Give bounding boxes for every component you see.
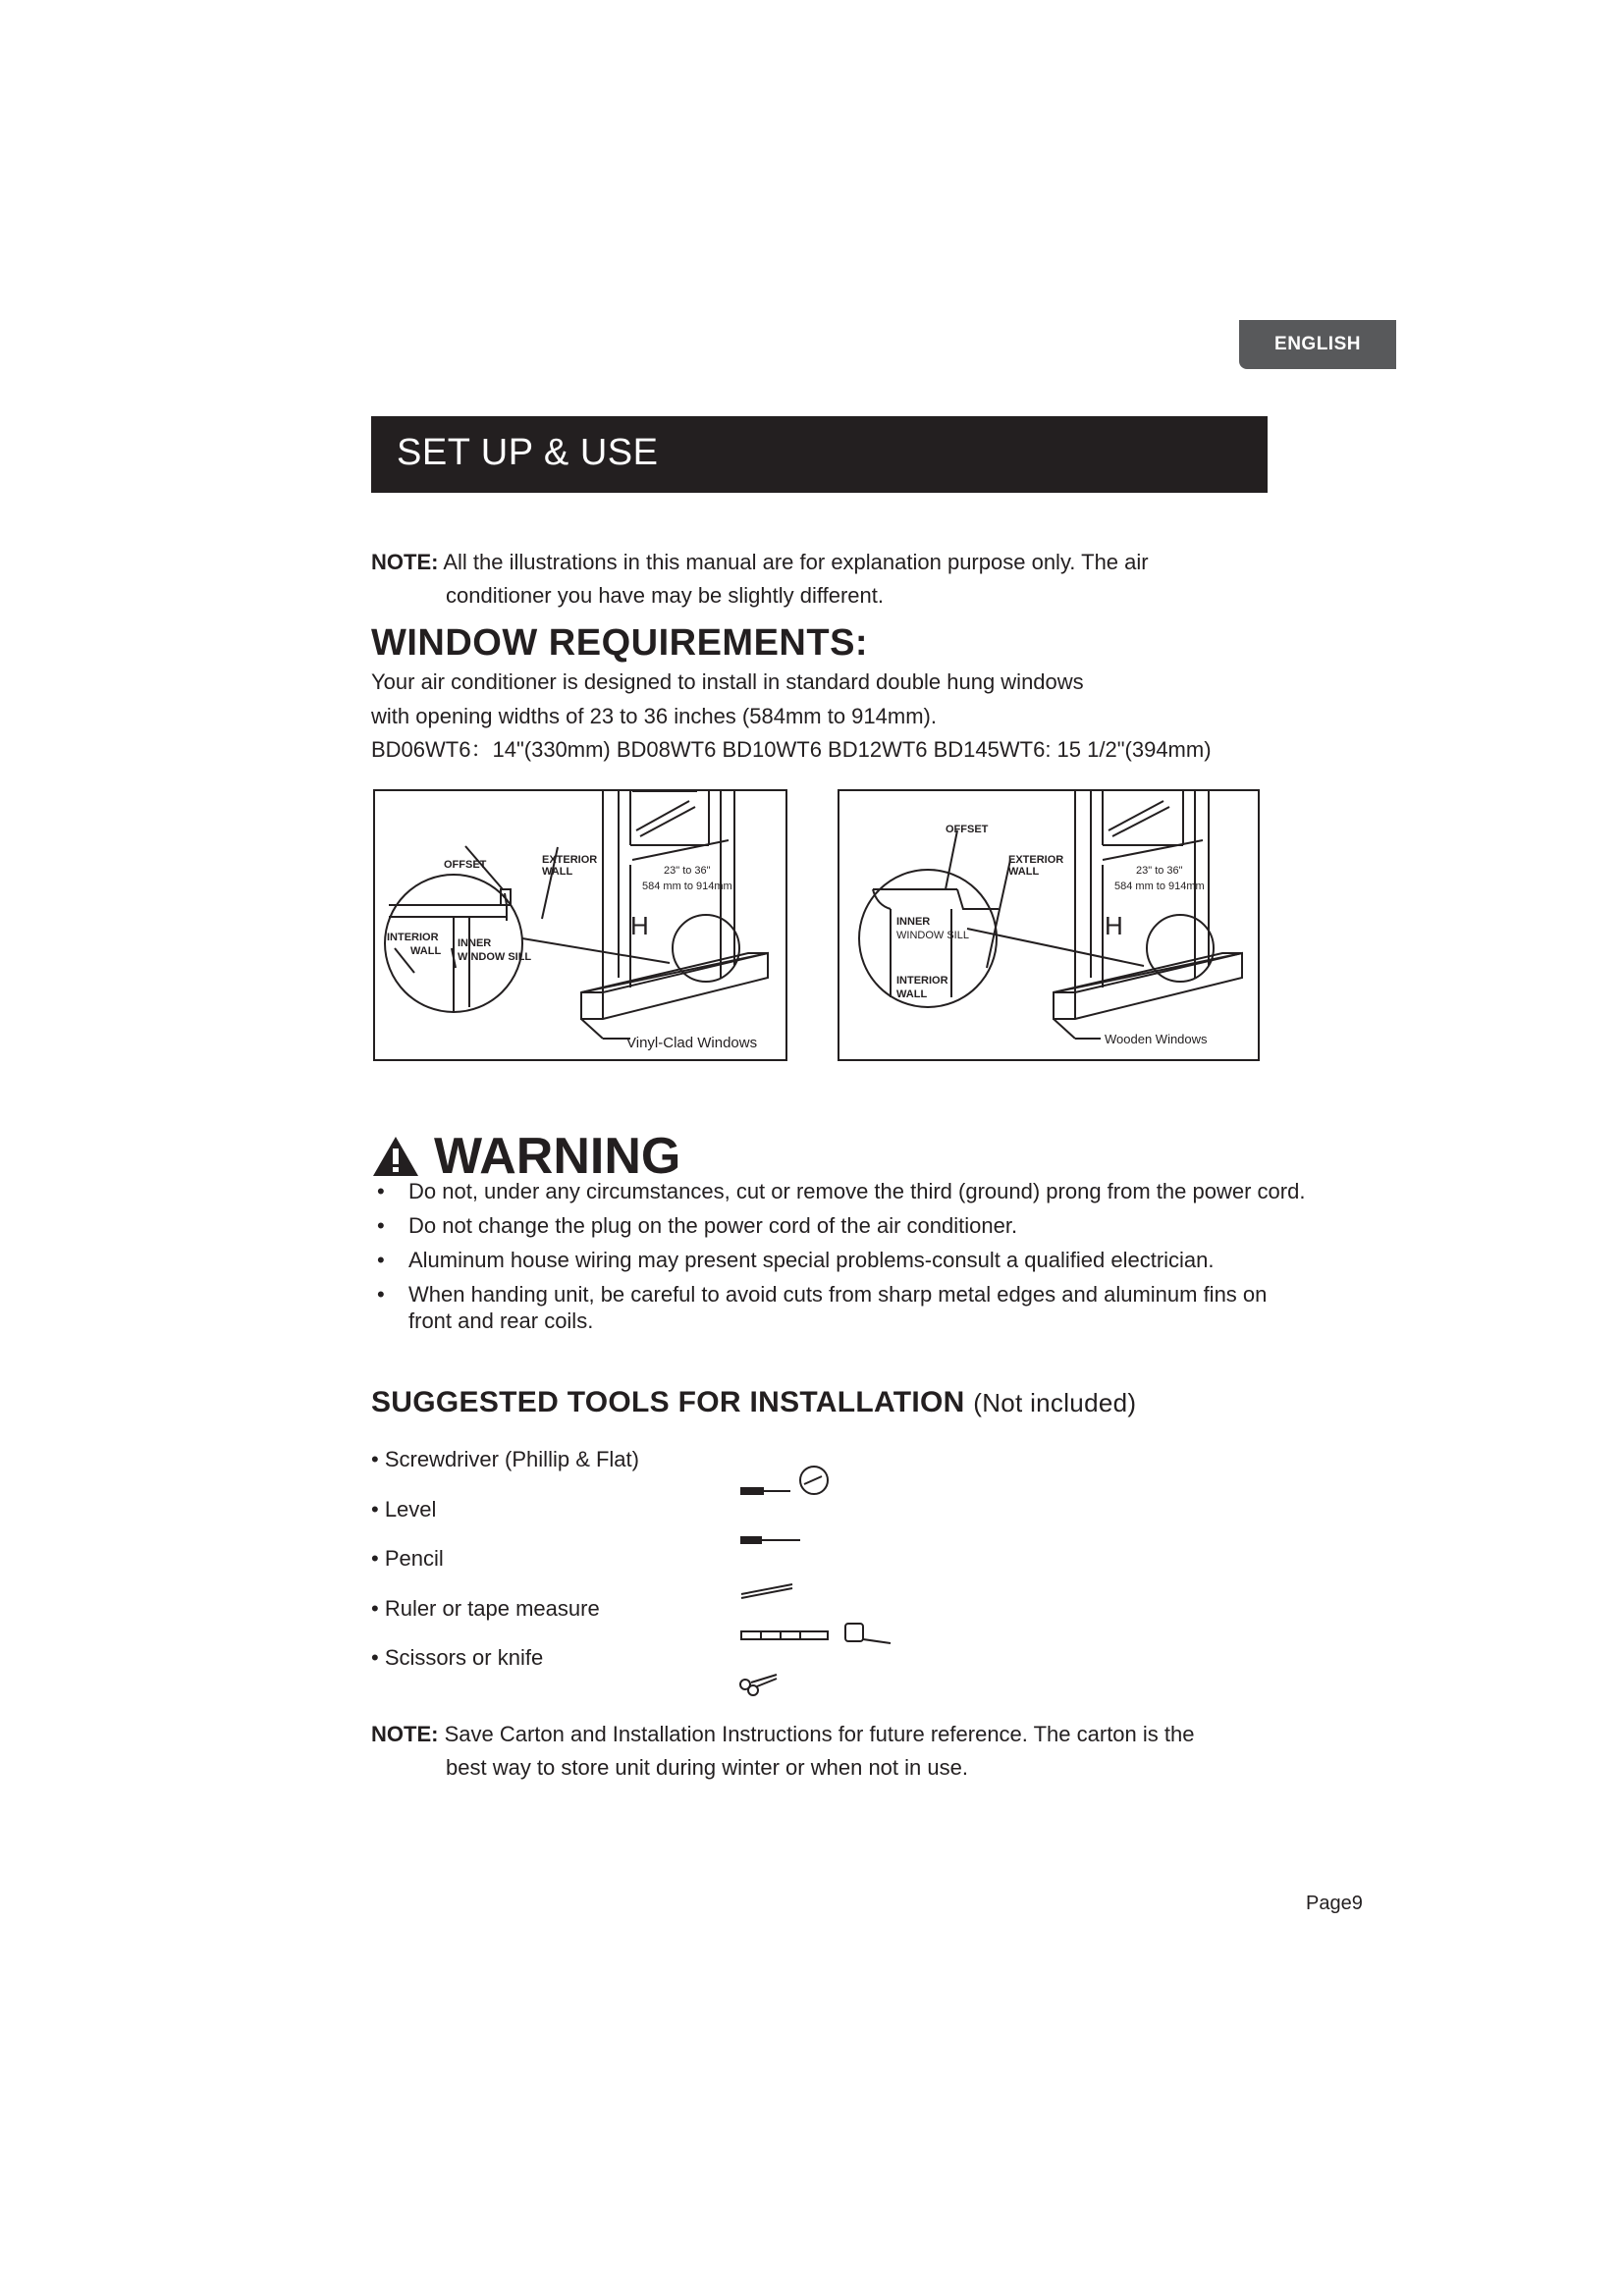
tools-heading-paren: (Not included) bbox=[973, 1388, 1137, 1417]
tool-item-screwdriver: • Screwdriver (Phillip & Flat) bbox=[371, 1447, 639, 1471]
note-text-line2: conditioner you have may be slightly different. bbox=[446, 583, 884, 608]
tools-heading bbox=[371, 1386, 1136, 1419]
label-exterior-1: EXTERIOR bbox=[542, 854, 598, 866]
wooden-window-illustration bbox=[839, 791, 1258, 1059]
label-width-2: 584 mm to 914mm bbox=[1114, 881, 1205, 892]
window-req-line3: BD06WT6：14"(330mm) BD08WT6 BD10WT6 BD12WT6 BD145WT6: 15 1/2"(394mm) bbox=[371, 737, 1212, 762]
warning-item: • When handing unit, be careful to avoid cuts from sharp metal edges and aluminum fins on front and rear coils. bbox=[371, 1281, 1314, 1334]
section-title: SET UP & USE bbox=[397, 432, 659, 473]
warning-title: WARNING bbox=[434, 1128, 681, 1185]
label-exterior-2: WALL bbox=[1008, 866, 1040, 878]
figure-caption: Vinyl-Clad Windows bbox=[626, 1035, 758, 1051]
label-offset: OFFSET bbox=[444, 859, 487, 871]
label-inner-1: INNER bbox=[458, 937, 492, 949]
label-interior-2: WALL bbox=[410, 945, 442, 957]
label-offset: OFFSET bbox=[946, 824, 989, 835]
label-interior-1: INTERIOR bbox=[896, 975, 948, 987]
label-height: H bbox=[1105, 911, 1123, 940]
vinyl-clad-window-illustration bbox=[375, 791, 785, 1059]
note-bottom bbox=[371, 1718, 1314, 1785]
label-width-1: 23" to 36" bbox=[664, 865, 711, 877]
label-inner-2: WINDOW SILL bbox=[458, 951, 532, 963]
section-header-bar bbox=[371, 416, 1268, 493]
label-exterior-1: EXTERIOR bbox=[1008, 854, 1064, 866]
language-tab: ENGLISH bbox=[1239, 320, 1396, 369]
warning-item: • Do not change the plug on the power cord of the air conditioner. bbox=[371, 1212, 1314, 1239]
screwdriver-icon bbox=[741, 1467, 828, 1494]
level-icon bbox=[741, 1537, 800, 1543]
tool-item-pencil: • Pencil bbox=[371, 1546, 444, 1571]
tool-item-ruler: • Ruler or tape measure bbox=[371, 1595, 600, 1621]
label-width-2: 584 mm to 914mm bbox=[642, 881, 732, 892]
note-label: NOTE: bbox=[371, 550, 439, 574]
note-text-line1: All the illustrations in this manual are for explanation purpose only. The air bbox=[443, 550, 1149, 574]
window-req-line1: Your air conditioner is designed to install in standard double hung windows bbox=[371, 669, 1084, 694]
scissors-icon bbox=[740, 1675, 777, 1695]
figure-wooden-windows bbox=[838, 789, 1260, 1061]
note-text-line1: Save Carton and Installation Instructions for future reference. The carton is the bbox=[444, 1722, 1195, 1746]
label-inner-1: INNER bbox=[896, 916, 931, 928]
pencil-icon bbox=[741, 1584, 792, 1598]
tools-heading-text: SUGGESTED TOOLS FOR INSTALLATION bbox=[371, 1386, 965, 1418]
figure-caption: Wooden Windows bbox=[1105, 1032, 1208, 1046]
ruler-icon bbox=[741, 1631, 828, 1639]
tool-item-level: • Level bbox=[371, 1496, 437, 1522]
tape-measure-icon bbox=[845, 1624, 891, 1643]
tools-list bbox=[371, 1443, 639, 1691]
tool-item-scissors: • Scissors or knife bbox=[371, 1645, 544, 1670]
window-req-line2: with opening widths of 23 to 36 inches (584mm to 914mm). bbox=[371, 704, 937, 728]
note-text-line2: best way to store unit during winter or when not in use. bbox=[446, 1755, 968, 1780]
note-label: NOTE: bbox=[371, 1722, 439, 1746]
warning-list bbox=[371, 1178, 1314, 1342]
label-interior-2: WALL bbox=[896, 988, 928, 1000]
window-requirements-heading: WINDOW REQUIREMENTS: bbox=[371, 622, 869, 664]
note-top bbox=[371, 546, 1314, 613]
label-height: H bbox=[630, 911, 649, 940]
page-number: Page9 bbox=[1306, 1893, 1363, 1914]
figure-vinyl-clad-windows bbox=[373, 789, 787, 1061]
warning-item: • Aluminum house wiring may present special problems-consult a qualified electrician. bbox=[371, 1247, 1314, 1273]
label-inner-2: WINDOW SILL bbox=[896, 930, 969, 941]
label-interior-1: INTERIOR bbox=[387, 932, 439, 943]
label-exterior-2: WALL bbox=[542, 866, 573, 878]
label-width-1: 23" to 36" bbox=[1136, 865, 1183, 877]
warning-triangle-icon bbox=[371, 1135, 420, 1178]
warning-item: • Do not, under any circumstances, cut or remove the third (ground) prong from the power cord. bbox=[371, 1178, 1314, 1204]
tools-illustration bbox=[731, 1463, 908, 1698]
warning-heading bbox=[371, 1127, 680, 1186]
